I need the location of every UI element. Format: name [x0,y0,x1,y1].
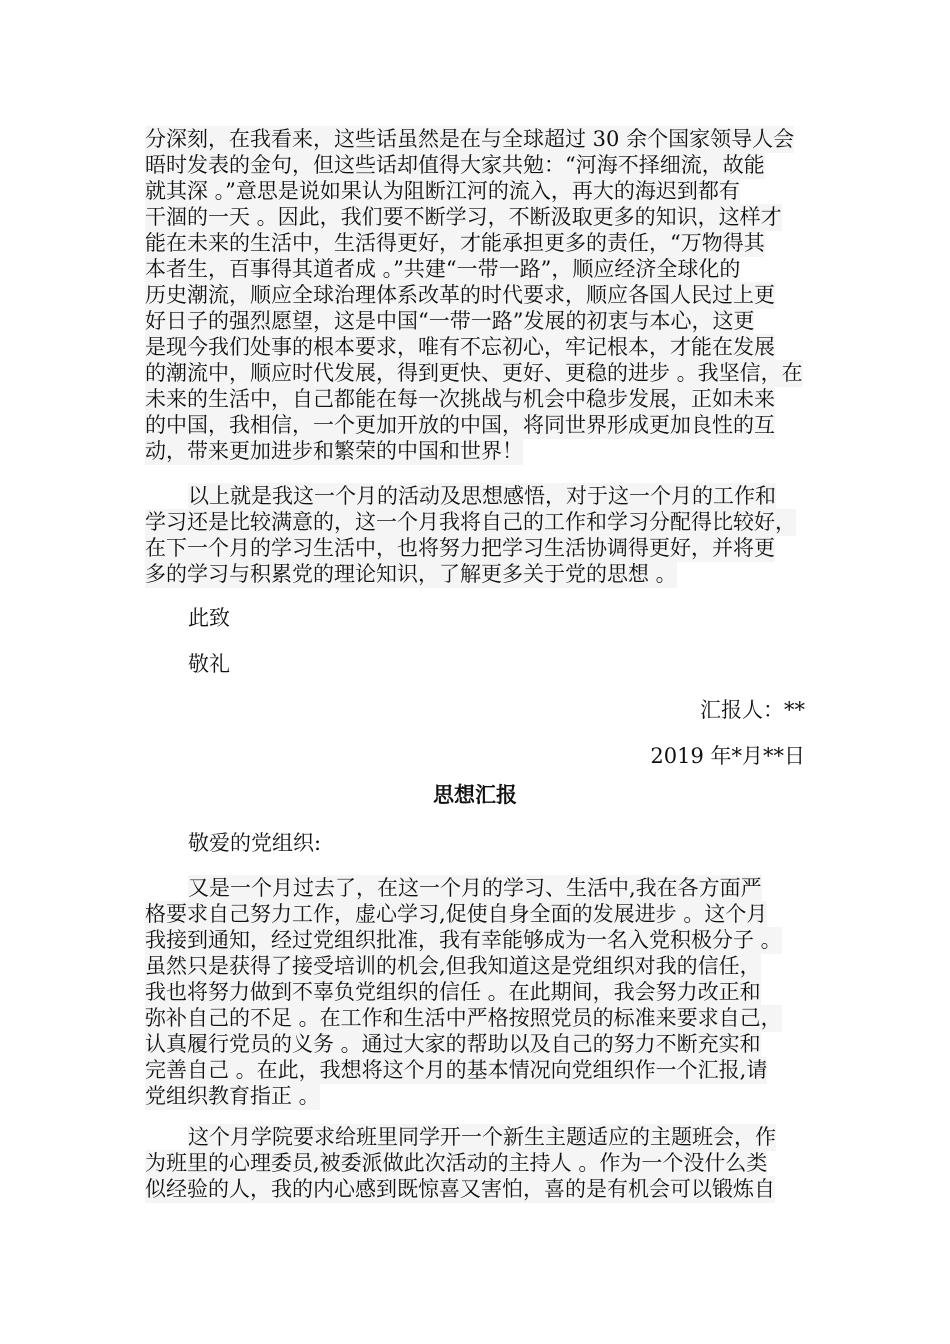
reporter-signature: 汇报人：** [700,698,805,722]
text-line: 能在未来的生活中，生活得更好，才能承担更多的责任，“万物得其 [145,231,765,255]
text-line: 似经验的人，我的内心感到既惊喜又害怕，喜的是有机会可以锻炼自 [145,1177,775,1201]
text-line: 又是一个月过去了，在这一个月的学习、生活中,我在各方面严 [188,876,762,900]
text-line: 好日子的强烈愿望，这是中国“一带一路”发展的初衷与本心，这更 [145,309,755,333]
text-line: 我接到通知，经过党组织批准，我有幸能够成为一名入党积极分子 。 [145,928,782,952]
text-line: 我也将努力做到不辜负党组织的信任 。在此期间，我会努力改正和 [145,980,761,1004]
salutation: 敬爱的党组织: [188,831,322,855]
text-line: 学习还是比较满意的，这一个月我将自己的工作和学习分配得比较好， [145,510,796,534]
closing-ci-zhi: 此致 [188,606,230,630]
text-line: 历史潮流，顺应全球治理体系改革的时代要求，顺应各国人民过上更 [145,283,775,307]
text-line: 分深刻，在我看来，这些话虽然是在与全球超过 30 余个国家领导人会 [145,127,795,151]
text-line: 格要求自己努力工作，虚心学习,促使自身全面的发展进步 。这个月 [145,902,768,926]
text-line: 的潮流中，顺应时代发展，得到更快、更好、更稳的进步 。我坚信，在 [145,361,803,385]
report-date: 2019 年*月**日 [650,744,805,768]
text-line: 是现今我们处事的根本要求，唯有不忘初心，牢记根本，才能在发展 [145,335,775,359]
text-line: 未来的生活中，自己都能在每一次挑战与机会中稳步发展，正如未来 [145,387,775,411]
text-line: 多的学习与积累党的理论知识，了解更多关于党的思想 。 [145,562,677,586]
text-line: 本者生，百事得其道者成 。”共建“一带一路”，顺应经济全球化的 [145,257,741,281]
text-line: 干涸的一天 。因此，我们要不断学习，不断汲取更多的知识，这样才 [145,205,782,229]
text-line: 的中国，我相信，一个更加开放的中国，将同世界形成更加良性的互 [145,413,775,437]
text-line: 晤时发表的金句，但这些话却值得大家共勉：“河海不择细流，故能 [145,153,765,177]
text-line: 以上就是我这一个月的活动及思想感悟，对于这一个月的工作和 [188,484,776,508]
text-line: 完善自己 。在此，我想将这个月的基本情况向党组织作一个汇报,请 [145,1058,768,1082]
closing-jing-li: 敬礼 [188,652,230,676]
text-line: 认真履行党员的义务 。通过大家的帮助以及自己的努力不断充实和 [145,1032,761,1056]
text-line: 虽然只是获得了接受培训的机会,但我知道这是党组织对我的信任， [145,954,761,978]
text-line: 为班里的心理委员,被委派做此次活动的主持人 。作为一个没什么类 [145,1151,768,1175]
text-line: 在下一个月的学习生活中，也将努力把学习生活协调得更好，并将更 [145,536,775,560]
text-line: 这个月学院要求给班里同学开一个新生主题适应的主题班会，作 [188,1125,776,1149]
text-line: 党组织教育指正 。 [145,1084,320,1108]
text-line: 动，带来更加进步和繁荣的中国和世界！ [145,439,523,463]
report-title: 思想汇报 [433,783,517,807]
text-line: 弥补自己的不足 。在工作和生活中严格按照党员的标准来要求自己， [145,1006,782,1030]
text-line: 就其深 。”意思是说如果认为阻断江河的流入，再大的海迟到都有 [145,179,740,203]
